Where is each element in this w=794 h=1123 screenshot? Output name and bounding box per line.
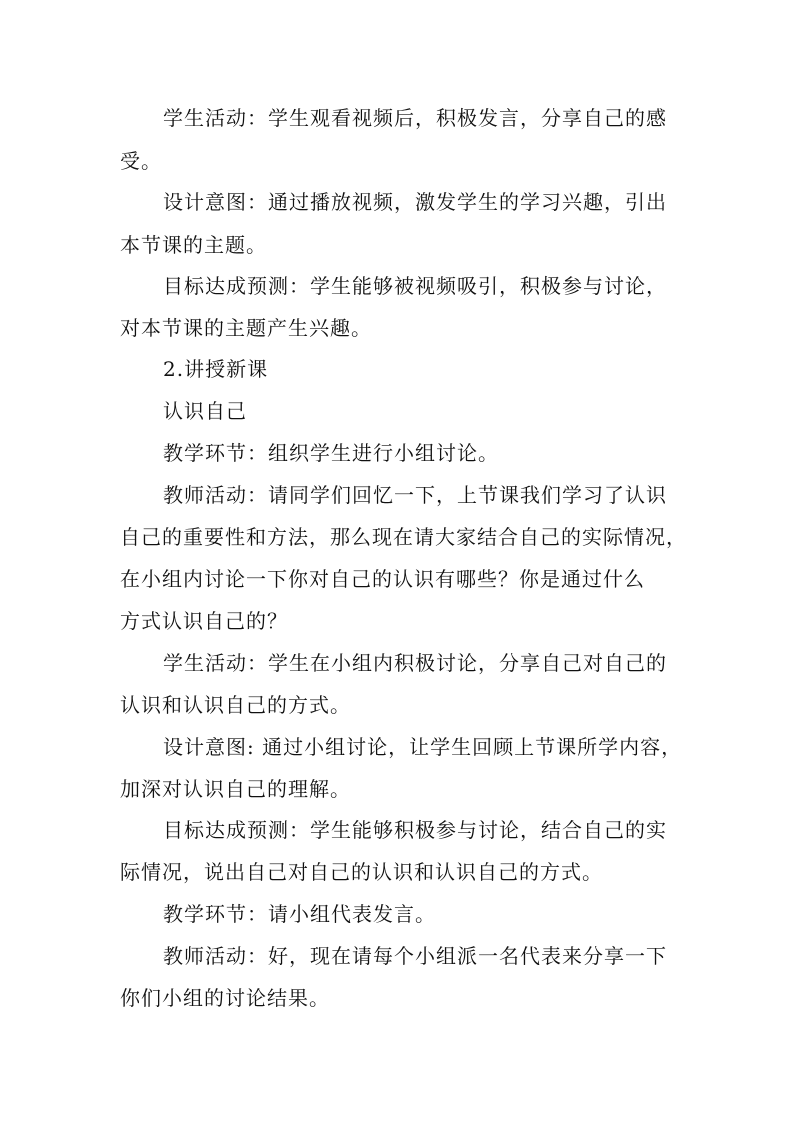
text-line: 学生活动：学生观看视频后，积极发言，分享自己的感: [163, 106, 667, 130]
text-line: 认识和认识自己的方式。: [120, 693, 351, 717]
text-line: 自己的重要性和方法，那么现在请大家结合自己的实际情况，: [120, 525, 687, 549]
text-line: 学生活动：学生在小组内积极讨论，分享自己对自己的: [163, 651, 667, 675]
text-line: 设计意图: 通过小组讨论，让学生回顾上节课所学内容，: [163, 735, 683, 759]
text-line: 加深对认识自己的理解。: [120, 777, 351, 801]
text-line: 对本节课的主题产生兴趣。: [120, 316, 372, 340]
text-line: 本节课的主题。: [120, 233, 267, 257]
text-line: 教师活动：好，现在请每个小组派一名代表来分享一下: [163, 944, 667, 968]
text-line: 目标达成预测：学生能够被视频吸引，积极参与讨论，: [163, 274, 667, 298]
text-line: 方式认识自己的？: [120, 609, 288, 633]
section-heading: 2.讲授新课: [163, 357, 269, 381]
text-line: 教师活动：请同学们回忆一下，上节课我们学习了认识: [163, 483, 667, 507]
text-line: 际情况，说出自己对自己的认识和认识自己的方式。: [120, 860, 603, 884]
text-line: 教学环节：请小组代表发言。: [163, 902, 436, 926]
text-line: 在小组内讨论一下你对自己的认识有哪些？你是通过什么: [120, 567, 645, 591]
text-line: 教学环节：组织学生进行小组讨论。: [163, 441, 499, 465]
text-line: 你们小组的讨论结果。: [120, 986, 330, 1010]
subsection-heading: 认识自己: [163, 399, 247, 423]
text-line: 设计意图：通过播放视频，激发学生的学习兴趣，引出: [163, 190, 667, 214]
text-line: 受。: [120, 149, 162, 173]
text-line: 目标达成预测：学生能够积极参与讨论，结合自己的实: [163, 818, 667, 842]
